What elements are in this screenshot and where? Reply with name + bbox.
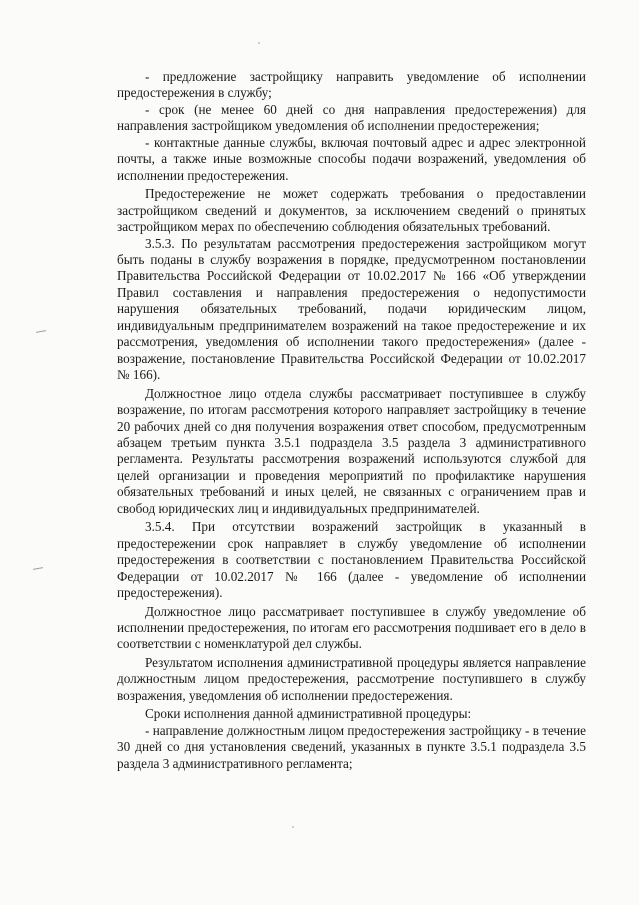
paragraph-result: Результатом исполнения административной процедуры является направление должностным лицом предостережения, рассмотрение поступившего в службу возражения, уведомления об исполнении предостережения. <box>117 654 586 703</box>
paragraph-section-3-5-3: 3.5.3. По результатам рассмотрения предостережения застройщиком могут быть поданы в службу возражения в порядке, предусмотренном постановлении Правительства Российской Федерации от 10.02.2017 № 166 «Об утверждении Правил составления и направления предостережения о недопустимости нарушения обязательных требований, подачи юридическим лицом, индивидуальным предпринимателем возражений на такое предостережение и их рассмотрения, уведомления об исполнении такого предостережения» (далее - возражение, постановление Правительства Российской Федерации от 10.02.2017 № 166). <box>117 235 586 383</box>
paragraph-timeline-item: - направление должностным лицом предостережения застройщику - в течение 30 дней со дня установления сведений, указанных в пункте 3.5.1 подраздела 3.5 раздела 3 административного регламента; <box>117 722 586 771</box>
scan-speck <box>292 826 294 828</box>
paragraph-timelines-heading: Сроки исполнения данной административной процедуры: <box>145 706 472 722</box>
scan-speck <box>258 42 260 44</box>
paragraph-deadline: - срок (не менее 60 дней со дня направления предостережения) для направления застройщиком уведомления об исполнении предостережения; <box>117 101 586 134</box>
paragraph-contacts: - контактные данные службы, включая почтовый адрес и адрес электронной почты, а также иные возможные способы подачи возражений, уведомления об исполнении предостережения. <box>117 134 586 183</box>
document-body <box>117 69 586 772</box>
scan-mark <box>33 567 43 570</box>
paragraph-notification-review: Должностное лицо рассматривает поступившее в службу уведомление об исполнении предостережения, по итогам его рассмотрения подшивает его в дело в соответствии с номенклатурой дел службы. <box>117 603 586 652</box>
paragraph-restrictions: Предостережение не может содержать требования о предоставлении застройщиком сведений и документов, за исключением сведений о принятых застройщиком мерах по обеспечению соблюдения обязательных требований. <box>117 186 586 235</box>
scan-mark <box>36 330 46 333</box>
paragraph-proposal: - предложение застройщику направить уведомление об исполнении предостережения в службу; <box>117 69 586 101</box>
paragraph-section-3-5-4: 3.5.4. При отсутствии возражений застройщик в указанный в предостережении срок направляет в службу уведомление об исполнении предостережения в соответствии с постановлением Правительства Российской Федерации от 10.02.2017 № 166 (далее - уведомление об исполнении предостережения). <box>117 519 586 601</box>
paragraph-objection-review: Должностное лицо отдела службы рассматривает поступившее в службу возражение, по итогам рассмотрения которого направляет застройщику в течение 20 рабочих дней со дня получения возражения ответ способом, предусмотренным абзацем третьим пункта 3.5.1 подраздела 3.5 раздела 3 административного регламента. Результаты рассмотрения возражений используются службой для целей организации и проведения мероприятий по профилактике нарушения обязательных требований и иных целей, не связанных с ограничением прав и свобод юридических лиц и индивидуальных предпринимателей. <box>117 385 586 516</box>
